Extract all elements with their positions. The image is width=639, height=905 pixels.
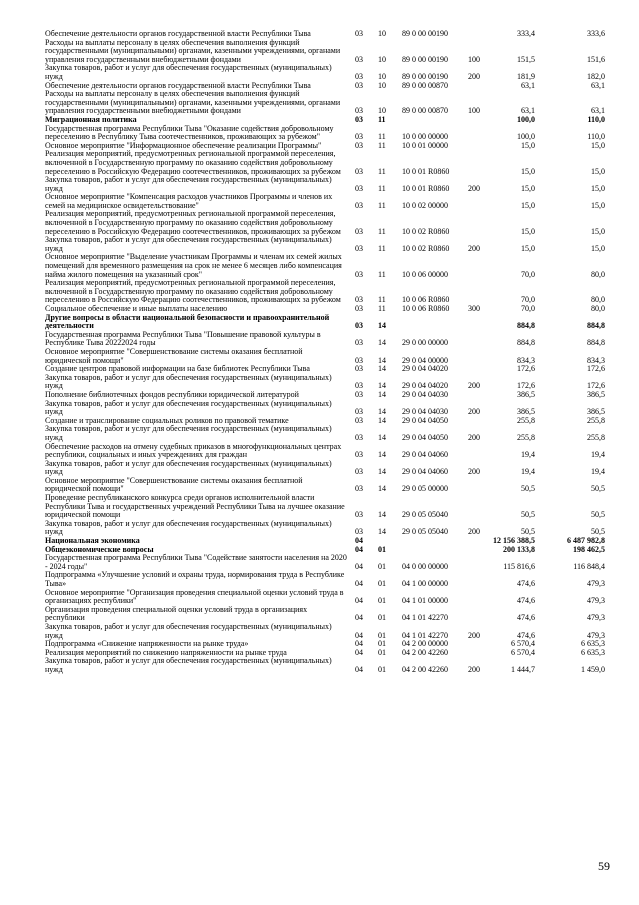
row-name: Основное мероприятие "Совершенствование системы оказания бесплатной юридической помощи" (45, 475, 303, 494)
section-code: 03 (355, 450, 363, 460)
row-name: Закупка товаров, работ и услуг для обеспечения государственных (муниципальных) нужд (45, 458, 332, 477)
table-row (45, 39, 605, 65)
subsection-code: 01 (378, 647, 386, 657)
subsection-code: 11 (378, 140, 386, 150)
amount-year-2: 15,0 (591, 243, 605, 253)
amount-year-1: 19,4 (521, 467, 535, 477)
amount-year-1: 6 570,4 (511, 647, 535, 657)
subsection-code: 11 (378, 304, 386, 313)
row-name: Закупка товаров, работ и услуг для обеспечения государственных (муниципальных) нужд (45, 372, 332, 391)
table-row (45, 425, 605, 442)
row-name: Основное мероприятие "Компенсация расходов участников Программы и членов их семей на медицинское освидетельствование" (45, 192, 333, 210)
section-code: 03 (355, 114, 363, 124)
amount-year-2: 50,5 (591, 484, 605, 494)
table-row (45, 623, 605, 640)
amount-year-1: 884,8 (517, 321, 535, 331)
subsection-code: 10 (378, 29, 386, 38)
target-item-code: 10 0 00 00000 (402, 132, 448, 142)
amount-year-1: 63,1 (521, 106, 535, 116)
table-row (45, 589, 605, 606)
amount-year-2: 386,5 (587, 389, 605, 399)
section-code: 03 (355, 132, 363, 142)
amount-year-1: 63,1 (521, 80, 535, 90)
section-code: 04 (355, 647, 363, 657)
row-name: Общеэкономические вопросы (45, 544, 154, 554)
amount-year-2: 63,1 (591, 80, 605, 90)
amount-year-1: 200 133,8 (503, 544, 535, 554)
target-item-code: 29 0 04 04020 (402, 381, 448, 391)
table-row (45, 253, 605, 279)
target-item-code: 29 0 04 04050 (402, 432, 448, 442)
table-row (45, 657, 605, 674)
table-row (45, 193, 605, 210)
section-code: 03 (355, 467, 363, 477)
section-code: 04 (355, 561, 363, 571)
section-code: 03 (355, 484, 363, 494)
subsection-code: 11 (378, 200, 386, 210)
subsection-code: 11 (378, 243, 386, 253)
amount-year-2: 172,6 (587, 381, 605, 391)
row-name: Расходы на выплаты персоналу в целях обеспечения выполнения функций государственными (муниципальными) органами, казенными учреждениями, органами управления государственными внебюджетными фондами (45, 89, 341, 116)
row-name: Основное мероприятие "Организация проведения специальной оценки условий труда в организациях республики" (45, 587, 344, 606)
row-name: Организация проведения специальной оценки условий труда в организациях республики (45, 604, 308, 623)
target-item-code: 10 0 02 00000 (402, 200, 448, 210)
subsection-code: 10 (378, 71, 386, 81)
section-code: 03 (355, 183, 363, 193)
subsection-code: 01 (378, 596, 386, 606)
amount-year-2: 884,8 (587, 321, 605, 331)
amount-year-1: 15,0 (521, 243, 535, 253)
amount-year-2: 110,0 (587, 114, 605, 124)
target-item-code: 10 0 06 00000 (402, 269, 448, 279)
table-row (45, 236, 605, 253)
amount-year-2: 479,3 (587, 613, 605, 623)
expense-type-code: 200 (468, 467, 480, 477)
section-code: 03 (355, 432, 363, 442)
target-item-code: 29 0 05 05040 (402, 510, 448, 520)
table-row (45, 571, 605, 588)
section-code: 03 (355, 71, 363, 81)
table-row (45, 64, 605, 81)
target-item-code: 29 0 04 04020 (402, 364, 448, 374)
subsection-code: 11 (378, 183, 386, 193)
section-code: 03 (355, 200, 363, 210)
target-item-code: 29 0 04 04060 (402, 467, 448, 477)
section-code: 03 (355, 166, 363, 176)
row-name: Обеспечение деятельности органов государственной власти Республики Тыва (45, 29, 311, 38)
section-code: 03 (355, 269, 363, 279)
target-item-code: 29 0 04 04060 (402, 450, 448, 460)
row-name: Государственная программа Республики Тыва "Повышение правовой культуры в Республике Тыва 20222024 годы (45, 329, 321, 348)
row-name: Закупка товаров, работ и услуг для обеспечения государственных (муниципальных) нужд (45, 175, 332, 193)
amount-year-2: 6 487 982,8 (567, 536, 605, 546)
amount-year-2: 15,0 (591, 140, 605, 150)
amount-year-1: 386,5 (517, 407, 535, 417)
row-name: Социальное обеспечение и иные выплаты населению (45, 304, 228, 313)
row-name: Обеспечение расходов на отмену судебных приказов в многофункциональных центрах республики, социальных и иных учреждениях для граждан (45, 441, 342, 460)
expense-type-code: 200 (468, 664, 480, 674)
amount-year-2: 50,5 (591, 510, 605, 520)
row-name: Подпрограмма «Улучшение условий и охраны труда, нормирования труда в Республике Тыва» (45, 570, 345, 588)
table-row (45, 374, 605, 391)
row-name: Реализация мероприятий по снижению напряженности на рынке труда (45, 647, 287, 657)
subsection-code: 10 (378, 80, 386, 90)
expense-type-code: 200 (468, 630, 480, 640)
section-code: 03 (355, 243, 363, 253)
section-code: 03 (355, 295, 363, 305)
subsection-code: 11 (378, 269, 386, 279)
row-name: Расходы на выплаты персоналу в целях обеспечения выполнения функций государственными (муниципальными) органами, казенными учреждениями, органами управления государственными внебюджетными фондами (45, 37, 341, 64)
row-name: Закупка товаров, работ и услуг для обеспечения государственных (муниципальных) нужд (45, 518, 332, 537)
amount-year-1: 884,8 (517, 338, 535, 348)
amount-year-2: 172,6 (587, 364, 605, 374)
row-name: Другие вопросы в области национальной безопасности и правоохранительной деятельности (45, 312, 330, 331)
amount-year-1: 15,0 (521, 183, 535, 193)
table-row (45, 554, 605, 571)
expense-type-code: 200 (468, 527, 480, 537)
target-item-code: 04 1 01 42270 (402, 613, 448, 623)
target-item-code: 29 0 00 00000 (402, 338, 448, 348)
subsection-code: 14 (378, 364, 386, 374)
target-item-code: 29 0 04 00000 (402, 355, 448, 365)
amount-year-2: 182,0 (587, 71, 605, 81)
row-name: Миграционная политика (45, 114, 137, 124)
expense-type-code: 300 (468, 304, 480, 313)
subsection-code: 14 (378, 355, 386, 365)
amount-year-1: 50,5 (521, 484, 535, 494)
expense-type-code: 200 (468, 432, 480, 442)
amount-year-1: 834,3 (517, 355, 535, 365)
subsection-code: 14 (378, 415, 386, 425)
amount-year-2: 198 462,5 (573, 544, 605, 554)
expense-type-code: 100 (468, 54, 480, 64)
expense-type-code: 200 (468, 243, 480, 253)
amount-year-1: 6 570,4 (511, 639, 535, 649)
row-name: Закупка товаров, работ и услуг для обеспечения государственных (муниципальных) нужд (45, 656, 332, 674)
section-code: 03 (355, 510, 363, 520)
amount-year-2: 15,0 (591, 200, 605, 210)
amount-year-1: 474,6 (517, 579, 535, 588)
subsection-code: 14 (378, 450, 386, 460)
table-row (45, 494, 605, 520)
target-item-code: 10 0 06 R0860 (402, 304, 450, 313)
row-name: Национальная экономика (45, 536, 140, 546)
amount-year-1: 15,0 (521, 226, 535, 236)
table-row (45, 314, 605, 331)
section-code: 03 (355, 364, 363, 374)
page-number: 59 (598, 859, 610, 873)
target-item-code: 29 0 05 00000 (402, 484, 448, 494)
section-code: 03 (355, 29, 363, 38)
subsection-code: 11 (378, 166, 386, 176)
subsection-code: 14 (378, 527, 386, 537)
table-row (45, 176, 605, 193)
table-row (45, 210, 605, 236)
target-item-code: 10 0 02 R0860 (402, 243, 450, 253)
target-item-code: 89 0 00 00870 (402, 80, 448, 90)
section-code: 03 (355, 355, 363, 365)
amount-year-1: 15,0 (521, 200, 535, 210)
amount-year-1: 100,0 (517, 114, 535, 124)
row-name: Закупка товаров, работ и услуг для обеспечения государственных (муниципальных) нужд (45, 63, 332, 81)
amount-year-2: 80,0 (591, 295, 605, 305)
amount-year-2: 15,0 (591, 166, 605, 176)
table-row (45, 477, 605, 494)
amount-year-2: 884,8 (587, 338, 605, 348)
section-code: 03 (355, 381, 363, 391)
subsection-code: 10 (378, 54, 386, 64)
row-name: Государственная программа Республики Тыва "Оказание содействия добровольному переселению в Республику Тыва соотечественников, проживающих за рубежом" (45, 123, 334, 142)
row-name: Закупка товаров, работ и услуг для обеспечения государственных (муниципальных) нужд (45, 398, 332, 417)
amount-year-1: 255,8 (517, 415, 535, 425)
row-name: Обеспечение деятельности органов государственной власти Республики Тыва (45, 80, 311, 90)
target-item-code: 29 0 05 05040 (402, 527, 448, 537)
amount-year-2: 50,5 (591, 527, 605, 537)
subsection-code: 01 (378, 664, 386, 674)
amount-year-1: 100,0 (517, 132, 535, 142)
amount-year-2: 19,4 (591, 467, 605, 477)
amount-year-1: 70,0 (521, 269, 535, 279)
target-item-code: 04 2 00 42260 (402, 647, 448, 657)
amount-year-1: 12 156 388,5 (493, 536, 535, 546)
section-code: 04 (355, 536, 363, 546)
table-row (45, 125, 605, 142)
section-code: 03 (355, 304, 363, 313)
section-code: 03 (355, 226, 363, 236)
section-code: 04 (355, 630, 363, 640)
amount-year-1: 1 444,7 (511, 664, 535, 674)
amount-year-2: 116 848,4 (573, 561, 605, 571)
amount-year-2: 80,0 (591, 304, 605, 313)
amount-year-2: 386,5 (587, 407, 605, 417)
amount-year-2: 15,0 (591, 226, 605, 236)
table-row (45, 279, 605, 305)
row-name: Основное мероприятие "Совершенствование системы оказания бесплатной юридической помощи" (45, 346, 303, 365)
section-code: 03 (355, 54, 363, 64)
target-item-code: 29 0 04 04030 (402, 389, 448, 399)
subsection-code: 14 (378, 407, 386, 417)
amount-year-2: 479,3 (587, 630, 605, 640)
section-code: 03 (355, 527, 363, 537)
subsection-code: 01 (378, 544, 386, 554)
amount-year-2: 110,0 (587, 132, 605, 142)
subsection-code: 01 (378, 579, 386, 588)
section-code: 04 (355, 579, 363, 588)
amount-year-1: 386,5 (517, 389, 535, 399)
section-code: 03 (355, 389, 363, 399)
section-code: 03 (355, 80, 363, 90)
amount-year-2: 6 635,3 (581, 647, 605, 657)
amount-year-1: 474,6 (517, 613, 535, 623)
table-row (45, 460, 605, 477)
target-item-code: 10 0 01 R0860 (402, 183, 450, 193)
row-name: Государственная программа Республики Тыва "Содействие занятости населения на 2020 - 2024 годы" (45, 553, 347, 571)
row-name: Реализация мероприятий, предусмотренных региональной программой переселения, включенной в Государственную программу по оказанию содействия добровольному переселению в Российскую Федерацию соотечественников, проживающих за рубежом (45, 209, 341, 236)
table-row (45, 331, 605, 348)
row-name: Основное мероприятие "Информационное обеспечение реализации Программы" (45, 140, 322, 150)
target-item-code: 04 1 01 42270 (402, 630, 448, 640)
section-code: 04 (355, 544, 363, 554)
amount-year-1: 151,5 (517, 54, 535, 64)
target-item-code: 10 0 01 R0860 (402, 166, 450, 176)
row-name: Пополнение библиотечных фондов республики юридической литературой (45, 389, 299, 399)
row-name: Реализация мероприятий, предусмотренных региональной программой переселения, включенной в Государственную программу по оказанию содействия добровольному переселению в Российскую Федерацию соотечественников, проживающих за рубежом (45, 149, 341, 176)
target-item-code: 04 0 00 00000 (402, 561, 448, 571)
subsection-code: 01 (378, 639, 386, 649)
amount-year-1: 15,0 (521, 140, 535, 150)
table-row (45, 443, 605, 460)
amount-year-1: 70,0 (521, 304, 535, 313)
section-code: 04 (355, 639, 363, 649)
amount-year-2: 63,1 (591, 106, 605, 116)
expense-type-code: 200 (468, 183, 480, 193)
section-code: 04 (355, 613, 363, 623)
target-item-code: 89 0 00 00190 (402, 71, 448, 81)
amount-year-1: 255,8 (517, 432, 535, 442)
amount-year-1: 474,6 (517, 630, 535, 640)
expense-type-code: 100 (468, 106, 480, 116)
amount-year-2: 834,3 (587, 355, 605, 365)
section-code: 03 (355, 140, 363, 150)
subsection-code: 11 (378, 114, 386, 124)
row-name: Создание центров правовой информации на базе библиотек Республики Тыва (45, 364, 310, 374)
target-item-code: 04 2 00 00000 (402, 639, 448, 649)
table-row (45, 348, 605, 365)
subsection-code: 14 (378, 389, 386, 399)
amount-year-2: 255,8 (587, 432, 605, 442)
subsection-code: 11 (378, 295, 386, 305)
row-name: Создание и транслирование социальных роликов по правовой тематике (45, 415, 289, 425)
amount-year-1: 333,4 (517, 29, 535, 38)
expense-type-code: 200 (468, 71, 480, 81)
subsection-code: 01 (378, 630, 386, 640)
section-code: 03 (355, 338, 363, 348)
amount-year-2: 479,3 (587, 596, 605, 606)
amount-year-1: 15,0 (521, 166, 535, 176)
subsection-code: 10 (378, 106, 386, 116)
amount-year-1: 172,6 (517, 364, 535, 374)
section-code: 04 (355, 664, 363, 674)
target-item-code: 89 0 00 00190 (402, 54, 448, 64)
target-item-code: 10 0 01 00000 (402, 140, 448, 150)
subsection-code: 14 (378, 432, 386, 442)
budget-table (45, 30, 605, 675)
amount-year-2: 151,6 (587, 54, 605, 64)
section-code: 04 (355, 596, 363, 606)
section-code: 03 (355, 321, 363, 331)
amount-year-1: 115 816,6 (503, 561, 535, 571)
subsection-code: 01 (378, 561, 386, 571)
subsection-code: 14 (378, 467, 386, 477)
subsection-code: 14 (378, 484, 386, 494)
target-item-code: 29 0 04 04050 (402, 415, 448, 425)
target-item-code: 04 2 00 42260 (402, 664, 448, 674)
amount-year-2: 255,8 (587, 415, 605, 425)
table-row (45, 400, 605, 417)
amount-year-2: 80,0 (591, 269, 605, 279)
amount-year-1: 70,0 (521, 295, 535, 305)
subsection-code: 11 (378, 132, 386, 142)
amount-year-2: 15,0 (591, 183, 605, 193)
expense-type-code: 200 (468, 381, 480, 391)
subsection-code: 11 (378, 226, 386, 236)
amount-year-1: 19,4 (521, 450, 535, 460)
row-name: Закупка товаров, работ и услуг для обеспечения государственных (муниципальных) нужд (45, 424, 332, 442)
subsection-code: 14 (378, 381, 386, 391)
subsection-code: 01 (378, 613, 386, 623)
subsection-code: 14 (378, 338, 386, 348)
table-row (45, 520, 605, 537)
subsection-code: 14 (378, 510, 386, 520)
row-name: Основное мероприятие "Выделение участникам Программы и членам их семей жилых помещений для временного размещения на срок не менее 6 месяцев либо компенсация найма жилого помещения на указанный срок" (45, 252, 342, 279)
amount-year-1: 474,6 (517, 596, 535, 606)
target-item-code: 89 0 00 00190 (402, 29, 448, 38)
target-item-code: 29 0 04 04030 (402, 407, 448, 417)
section-code: 03 (355, 407, 363, 417)
row-name: Закупка товаров, работ и услуг для обеспечения государственных (муниципальных) нужд (45, 621, 332, 640)
amount-year-1: 172,6 (517, 381, 535, 391)
subsection-code: 14 (378, 321, 386, 331)
row-name: Реализация мероприятий, предусмотренных региональной программой переселения, включенной в Государственную программу по оказанию содействия добровольному переселению в Российскую Федерацию соотечественников, проживающих за рубежом (45, 278, 341, 305)
target-item-code: 10 0 06 R0860 (402, 295, 450, 305)
target-item-code: 04 1 01 00000 (402, 596, 448, 606)
amount-year-2: 479,3 (587, 579, 605, 588)
amount-year-2: 1 459,0 (581, 664, 605, 674)
amount-year-1: 181,9 (517, 71, 535, 81)
section-code: 03 (355, 415, 363, 425)
table-row (45, 606, 605, 623)
table-row (45, 90, 605, 116)
amount-year-2: 6 635,3 (581, 639, 605, 649)
amount-year-1: 50,5 (521, 527, 535, 537)
expense-type-code: 200 (468, 407, 480, 417)
row-name: Подпрограмма «Снижение напряженности на рынке труда» (45, 639, 249, 649)
target-item-code: 10 0 02 R0860 (402, 226, 450, 236)
row-name: Закупка товаров, работ и услуг для обеспечения государственных (муниципальных) нужд (45, 235, 332, 253)
table-row (45, 150, 605, 176)
target-item-code: 04 1 00 00000 (402, 579, 448, 588)
section-code: 03 (355, 106, 363, 116)
row-name: Проведение республиканского конкурса среди органов исполнительной власти Республики Тыва и государственных учреждений Республики Тыва на лучшее оказание юридической помощи (45, 493, 345, 520)
amount-year-2: 19,4 (591, 450, 605, 460)
amount-year-2: 333,6 (587, 29, 605, 38)
target-item-code: 89 0 00 00870 (402, 106, 448, 116)
amount-year-1: 50,5 (521, 510, 535, 520)
